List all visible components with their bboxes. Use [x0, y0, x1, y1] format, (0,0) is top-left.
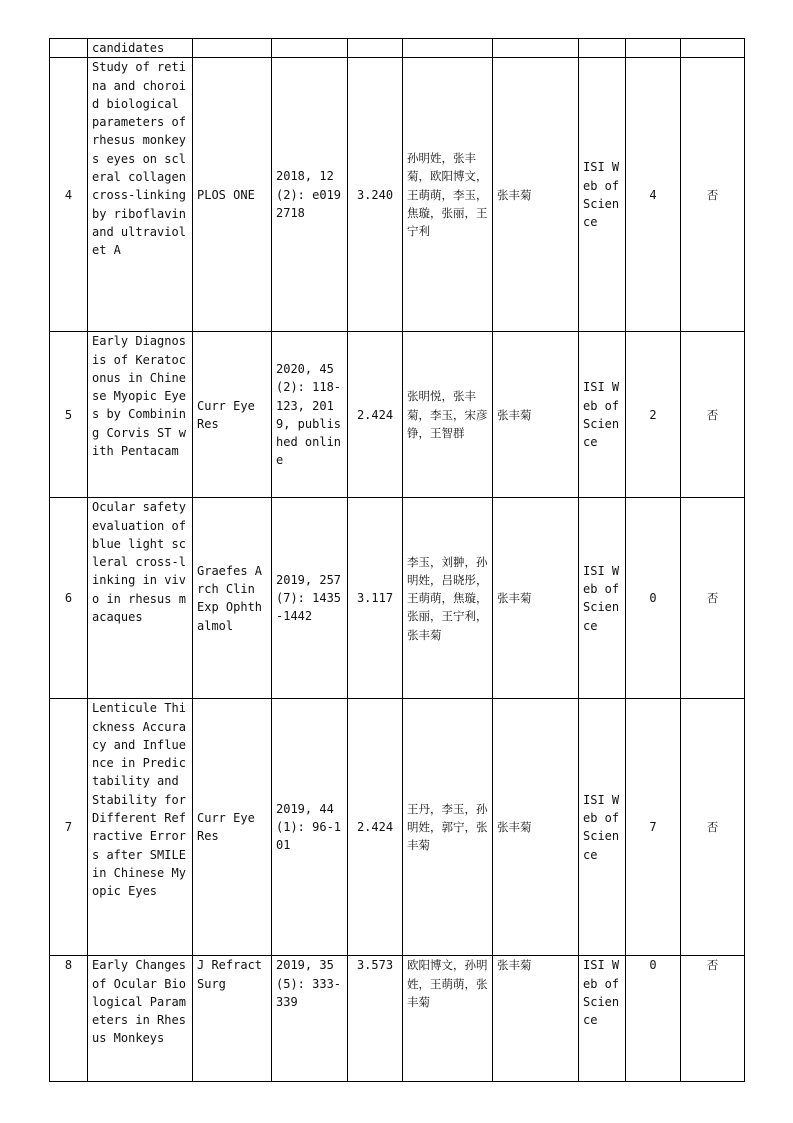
cell-title: Early Changes of Ocular Biological Parameters in Rhesus Monkeys: [88, 956, 193, 1082]
table-row: [50, 956, 745, 1082]
cell-volume: 2019, 35 (5): 333-339: [272, 956, 348, 1082]
cell-citations: [626, 39, 681, 58]
cell-journal: J Refract Surg: [193, 956, 272, 1082]
cell-other: 否: [681, 699, 745, 956]
cell-journal: Curr Eye Res: [193, 332, 272, 498]
cell-impact: 3.117: [348, 498, 403, 699]
cell-index: ISI Web of Science: [579, 498, 626, 699]
cell-corresponding: 张丰菊: [493, 498, 579, 699]
cell-corresponding: 张丰菊: [493, 956, 579, 1082]
cell-citations: 2: [626, 332, 681, 498]
table-row: [50, 332, 745, 498]
cell-volume: [272, 39, 348, 58]
cell-corresponding: 张丰菊: [493, 699, 579, 956]
table-row: [50, 498, 745, 699]
cell-other: 否: [681, 498, 745, 699]
cell-citations: 7: [626, 699, 681, 956]
cell-no: 8: [50, 956, 88, 1082]
cell-index: ISI Web of Science: [579, 699, 626, 956]
cell-title: Lenticule Thickness Accuracy and Influence in Predictability and Stability for Different Refractive Errors after SMILE in Chinese Myopic Eyes: [88, 699, 193, 956]
cell-other: [681, 39, 745, 58]
cell-title: Ocular safety evaluation of blue light scleral cross-linking in vivo in rhesus macaques: [88, 498, 193, 699]
cell-impact: [348, 39, 403, 58]
publication-table: [49, 38, 745, 1082]
cell-no: 4: [50, 58, 88, 332]
cell-other: 否: [681, 58, 745, 332]
cell-other: 否: [681, 956, 745, 1082]
cell-journal: PLOS ONE: [193, 58, 272, 332]
cell-citations: 0: [626, 956, 681, 1082]
cell-journal: Graefes Arch Clin Exp Ophthalmol: [193, 498, 272, 699]
cell-corresponding: 张丰菊: [493, 58, 579, 332]
table-row: [50, 58, 745, 332]
cell-authors: 李玉，刘翀，孙明姓，吕晓彤，王萌萌，焦璇，张丽，王宁利，张丰菊: [403, 498, 493, 699]
cell-volume: 2018, 12 (2): e0192718: [272, 58, 348, 332]
table-row-continuation: [50, 39, 745, 58]
cell-impact: 2.424: [348, 699, 403, 956]
cell-citations: 4: [626, 58, 681, 332]
cell-no: 5: [50, 332, 88, 498]
cell-impact: 3.573: [348, 956, 403, 1082]
cell-index: ISI Web of Science: [579, 332, 626, 498]
table-row: [50, 699, 745, 956]
cell-journal: [193, 39, 272, 58]
cell-no: 6: [50, 498, 88, 699]
cell-corresponding: 张丰菊: [493, 332, 579, 498]
cell-corresponding: [493, 39, 579, 58]
cell-authors: 孙明姓，张丰菊，欧阳博文，王萌萌，李玉，焦璇，张丽，王宁利: [403, 58, 493, 332]
cell-volume: 2020, 45 (2): 118-123, 2019, published online: [272, 332, 348, 498]
cell-impact: 2.424: [348, 332, 403, 498]
cell-title: Study of retina and choroid biological parameters of rhesus monkeys eyes on scleral collagen cross-linking by riboflavin and ultraviolet A: [88, 58, 193, 332]
cell-index: [579, 39, 626, 58]
cell-authors: 张明悦，张丰菊，李玉，宋彦铮，王智群: [403, 332, 493, 498]
cell-impact: 3.240: [348, 58, 403, 332]
cell-index: ISI Web of Science: [579, 956, 626, 1082]
cell-volume: 2019, 44 (1): 96-101: [272, 699, 348, 956]
cell-citations: 0: [626, 498, 681, 699]
cell-no: [50, 39, 88, 58]
cell-other: 否: [681, 332, 745, 498]
cell-volume: 2019, 257(7): 1435-1442: [272, 498, 348, 699]
cell-title: candidates: [88, 39, 193, 58]
cell-authors: 欧阳博文，孙明姓，王萌萌，张丰菊: [403, 956, 493, 1082]
cell-authors: [403, 39, 493, 58]
cell-authors: 王丹，李玉，孙明姓，郭宁，张丰菊: [403, 699, 493, 956]
cell-no: 7: [50, 699, 88, 956]
publication-table-page: [49, 38, 745, 1082]
cell-journal: Curr Eye Res: [193, 699, 272, 956]
cell-index: ISI Web of Science: [579, 58, 626, 332]
cell-title: Early Diagnosis of Keratoconus in Chinese Myopic Eyes by Combining Corvis ST with Pentacam: [88, 332, 193, 498]
